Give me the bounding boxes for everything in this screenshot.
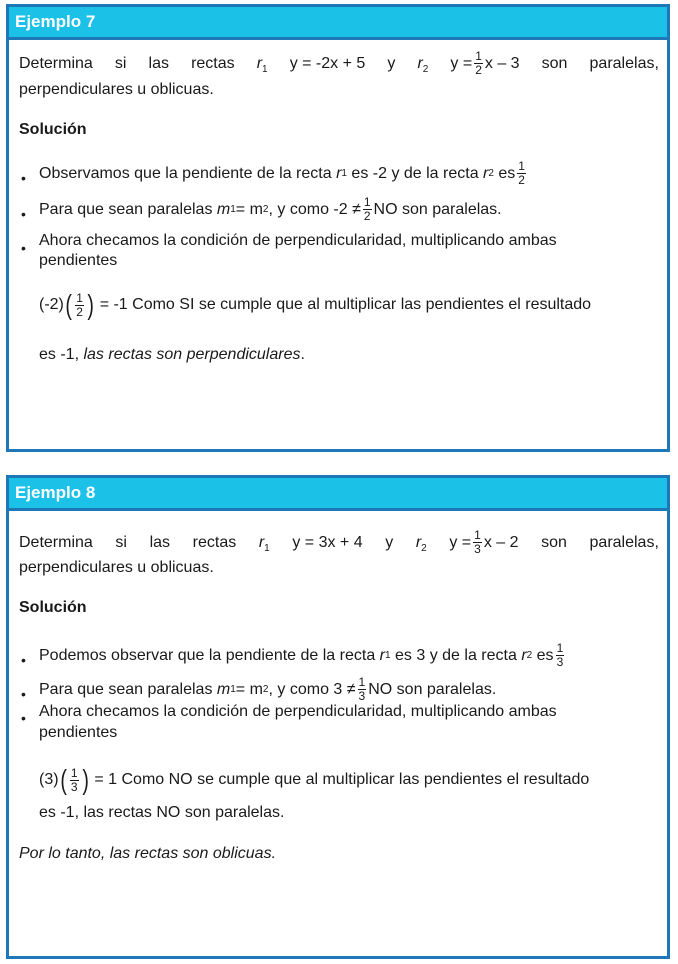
r1-equation: y = -2x + 5 <box>289 54 366 72</box>
fraction-one-third: $\frac{1}{3}$ <box>474 528 481 556</box>
r2-symbol: $r_2$ <box>415 533 427 554</box>
fraction-one-half: $\frac{1}{2}$ <box>518 159 525 187</box>
example-7-question-line2: perpendiculares u oblicuas. <box>19 81 214 98</box>
example-7-bullet-3-line2: pendientes <box>39 252 118 269</box>
example-8-title: Ejemplo 8 <box>9 478 667 511</box>
example-7-bullet-3-line1: Ahora checamos la condición de perpendicularidad, multiplicando ambas <box>39 232 557 249</box>
example-8-box <box>6 475 670 959</box>
fraction-one-third: $\frac{1}{3}$ <box>556 641 564 669</box>
r2-equation: y = $\frac{1}{2}$ x – 3 <box>450 49 520 77</box>
example-8-conclusion: Por lo tanto, las rectas son oblicuas. <box>19 845 277 862</box>
r1-symbol: $r_1$ <box>256 54 268 75</box>
example-8-bullet-3-line1: Ahora checamos la condición de perpendicularidad, multiplicando ambas <box>39 703 557 720</box>
example-7-result: es -1, las rectas son perpendiculares. <box>39 346 305 363</box>
example-8-bullet-1: Podemos observar que la pendiente de la recta r 1 es 3 y de la recta r 2 es $\frac{1}{3}$ <box>39 641 564 669</box>
example-8-bullet-2: Para que sean paralelas m 1 = m 2 , y como 3 ≠ $\frac{1}{3}$ NO son paralelas. <box>39 675 497 703</box>
r2-equation: y = $\frac{1}{3}$ x – 2 <box>449 528 519 556</box>
example-7-bullet-2: Para que sean paralelas m 1 = m 2 , y como -2 ≠ $\frac{1}{2}$ NO son paralelas. <box>39 195 502 223</box>
bullet: • <box>21 170 26 186</box>
bullet: • <box>21 652 26 668</box>
bullet: • <box>21 206 26 222</box>
example-7-title: Ejemplo 7 <box>9 7 667 40</box>
r2-symbol: $r_2$ <box>417 54 429 75</box>
fraction-one-half: $\frac{1}{2}$ <box>475 49 482 77</box>
fraction-one-third: $\frac{1}{3}$ <box>358 675 366 703</box>
example-7-solution-heading: Solución <box>19 121 87 138</box>
example-7-bullet-1: Observamos que la pendiente de la recta r 1 es -2 y de la recta r 2 es $\frac{1}{2}$ <box>39 159 525 187</box>
fraction-one-third: $\frac{1}{3}$ <box>70 765 78 794</box>
r1-equation: y = 3x + 4 <box>292 533 363 551</box>
example-7-calculation: (-2) ( $\frac{1}{2}$ ) = -1 Como SI se cumple que al multiplicar las pendientes el resultado <box>39 289 592 320</box>
example-8-question-line1: Determina si las rectas $r_1$ y = 3x + 4 y $r_2$ y = $\frac{1}{3}$ x – 2 son paralelas, <box>19 528 659 556</box>
bullet: • <box>21 710 26 726</box>
r1-symbol: $r_1$ <box>258 533 270 554</box>
example-8-calculation: (3) ( $\frac{1}{3}$ ) = 1 Como NO se cumple que al multiplicar las pendientes el resultado <box>39 764 590 795</box>
example-8-question-line2: perpendiculares u oblicuas. <box>19 559 214 576</box>
example-8-result: es -1, las rectas NO son paralelas. <box>39 804 285 821</box>
bullet: • <box>21 240 26 256</box>
fraction-one-half: $\frac{1}{2}$ <box>76 290 83 319</box>
fraction-one-half: $\frac{1}{2}$ <box>363 195 371 223</box>
bullet: • <box>21 686 26 702</box>
example-8-solution-heading: Solución <box>19 599 87 616</box>
example-7-question-line1: Determina si las rectas $r_1$ y = -2x + 5 y $r_2$ y = $\frac{1}{2}$ x – 3 son paralelas, <box>19 49 659 77</box>
example-8-bullet-3-line2: pendientes <box>39 724 118 741</box>
example-7-box <box>6 4 670 452</box>
